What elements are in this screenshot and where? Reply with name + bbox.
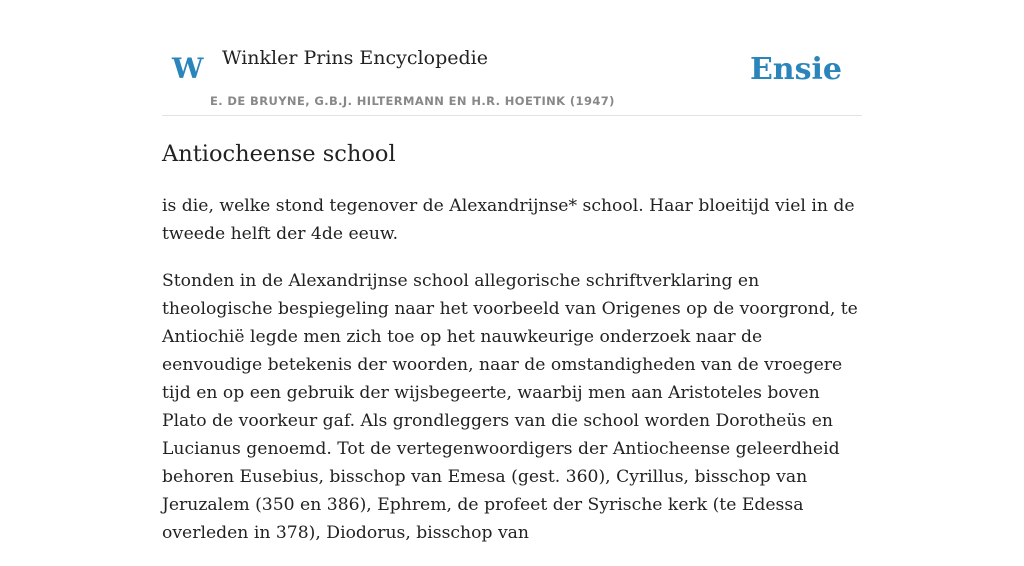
article-body (162, 192, 862, 566)
article-paragraph: is die, welke stond tegenover de Alexandrijnse* school. Haar bloeitijd viel in de tweede helft der 4de eeuw. (162, 196, 855, 244)
article-title: Antiocheense school (162, 141, 396, 167)
ensie-logo[interactable]: Ensie (749, 52, 842, 87)
winkler-prins-logo[interactable]: W (172, 52, 204, 85)
publication-title[interactable]: Winkler Prins Encyclopedie (222, 47, 488, 69)
page (162, 0, 862, 543)
publication-authors: E. DE BRUYNE, G.B.J. HILTERMANN EN H.R. HOETINK (1947) (210, 94, 615, 108)
site-header (162, 0, 862, 116)
article-paragraph: Stonden in de Alexandrijnse school allegorische schriftverklaring en theologische bespiegeling naar het voorbeeld van Origenes op de voorgrond, te Antiochië legde men zich toe op het nauwkeurige onderzoek naar de eenvoudige betekenis der woorden, naar de omstandigheden van de vroegere tijd en op een gebruik der wijsbegeerte, waarbij men aan Aristoteles boven Plato de voorkeur gaf. Als grondleggers van die school worden Dorotheüs en Lucianus genoemd. Tot de vertegenwoordigers der Antiocheense geleerdheid behoren Eusebius, bisschop van Emesa (gest. 360), Cyrillus, bisschop van Jeruzalem (350 en 386), Ephrem, de profeet der Syrische kerk (te Edessa overleden in 378), Diodorus, bisschop van (162, 271, 858, 543)
